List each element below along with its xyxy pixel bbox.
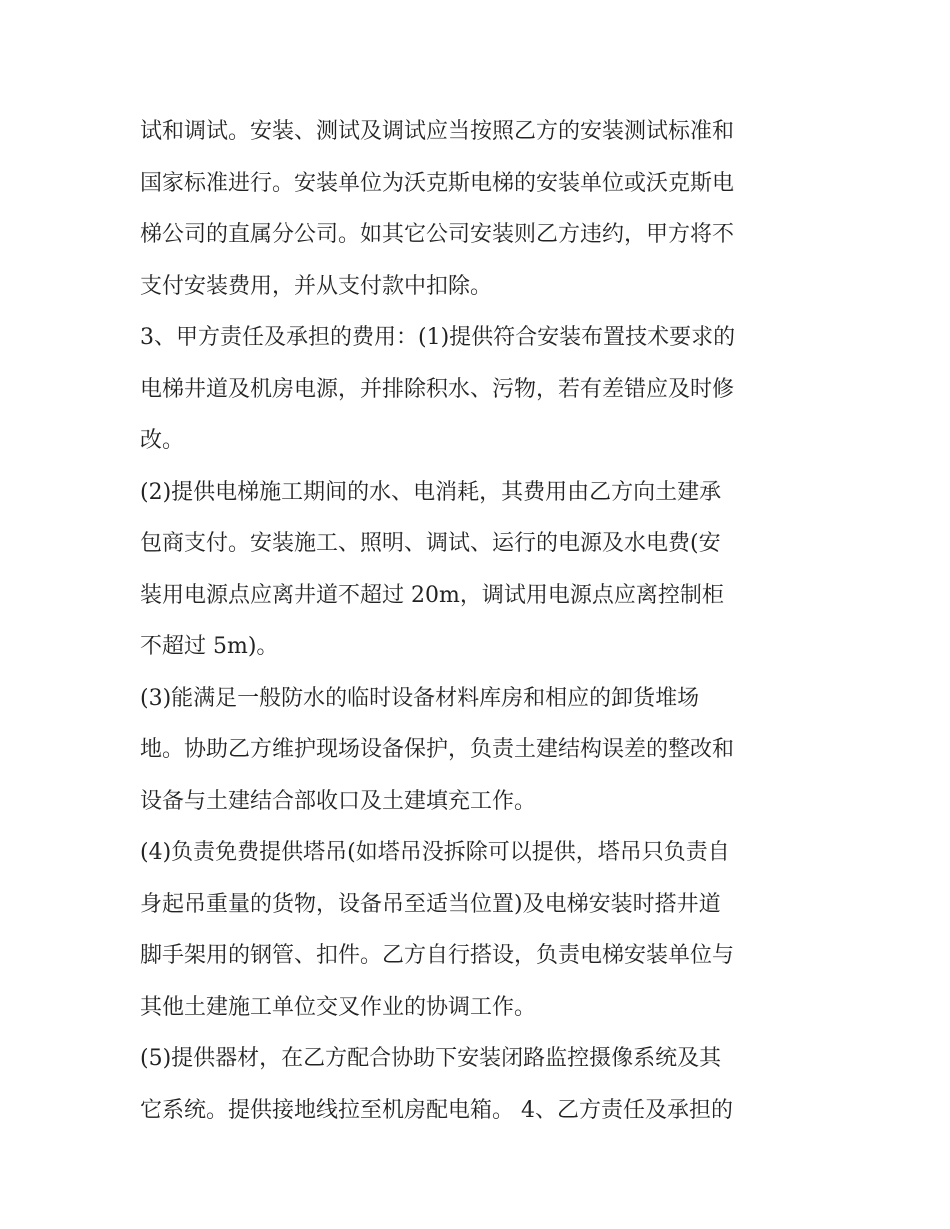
text-line-17: 脚手架用的钢管、扣件。乙方自行搭设，负责电梯安装单位与 bbox=[140, 943, 735, 968]
text-line-19: (5)提供器材，在乙方配合协助下安装闭路监控摄像系统及其 bbox=[140, 1046, 722, 1071]
text-line-3: 梯公司的直属分公司。如其它公司安装则乙方违约，甲方将不 bbox=[140, 222, 735, 247]
text-line-2: 国家标准进行。安装单位为沃克斯电梯的安装单位或沃克斯电 bbox=[140, 170, 735, 196]
text-line-18: 其他土建施工单位交叉作业的协调工作。 bbox=[140, 994, 537, 1020]
text-line-9: 包商支付。安装施工、照明、调试、运行的电源及水电费(安 bbox=[140, 531, 721, 556]
text-line-4: 支付安装费用，并从支付款中扣除。 bbox=[140, 273, 493, 299]
text-line-15: (4)负责免费提供塔吊(如塔吊没拆除可以提供，塔吊只负责自 bbox=[140, 840, 730, 865]
text-line-8: (2)提供电梯施工期间的水、电消耗，其费用由乙方向土建承 bbox=[140, 479, 722, 505]
text-line-10: 装用电源点应离井道不超过 20m，调试用电源点应离控制柜 bbox=[140, 582, 724, 608]
text-line-14: 设备与土建结合部收口及土建填充工作。 bbox=[140, 788, 537, 814]
text-line-16: 身起吊重量的货物，设备吊至适当位置)及电梯安装时搭井道 bbox=[140, 891, 721, 917]
text-line-11: 不超过 5m)。 bbox=[140, 634, 279, 659]
text-line-12: (3)能满足一般防水的临时设备材料库房和相应的卸货堆场 bbox=[140, 685, 700, 711]
text-line-20: 它系统。提供接地线拉至机房配电箱。 4、乙方责任及承担的 bbox=[140, 1097, 733, 1123]
text-line-5: 3、甲方责任及承担的费用：(1)提供符合安装布置技术要求的 bbox=[140, 325, 736, 350]
document-body bbox=[140, 106, 830, 1136]
text-line-7: 改。 bbox=[140, 428, 185, 453]
text-line-13: 地。协助乙方维护现场设备保护，负责土建结构误差的整改和 bbox=[140, 737, 735, 762]
text-line-1: 试和调试。安装、测试及调试应当按照乙方的安装测试标准和 bbox=[140, 119, 735, 144]
text-line-6: 电梯井道及机房电源，并排除积水、污物，若有差错应及时修 bbox=[140, 376, 735, 402]
